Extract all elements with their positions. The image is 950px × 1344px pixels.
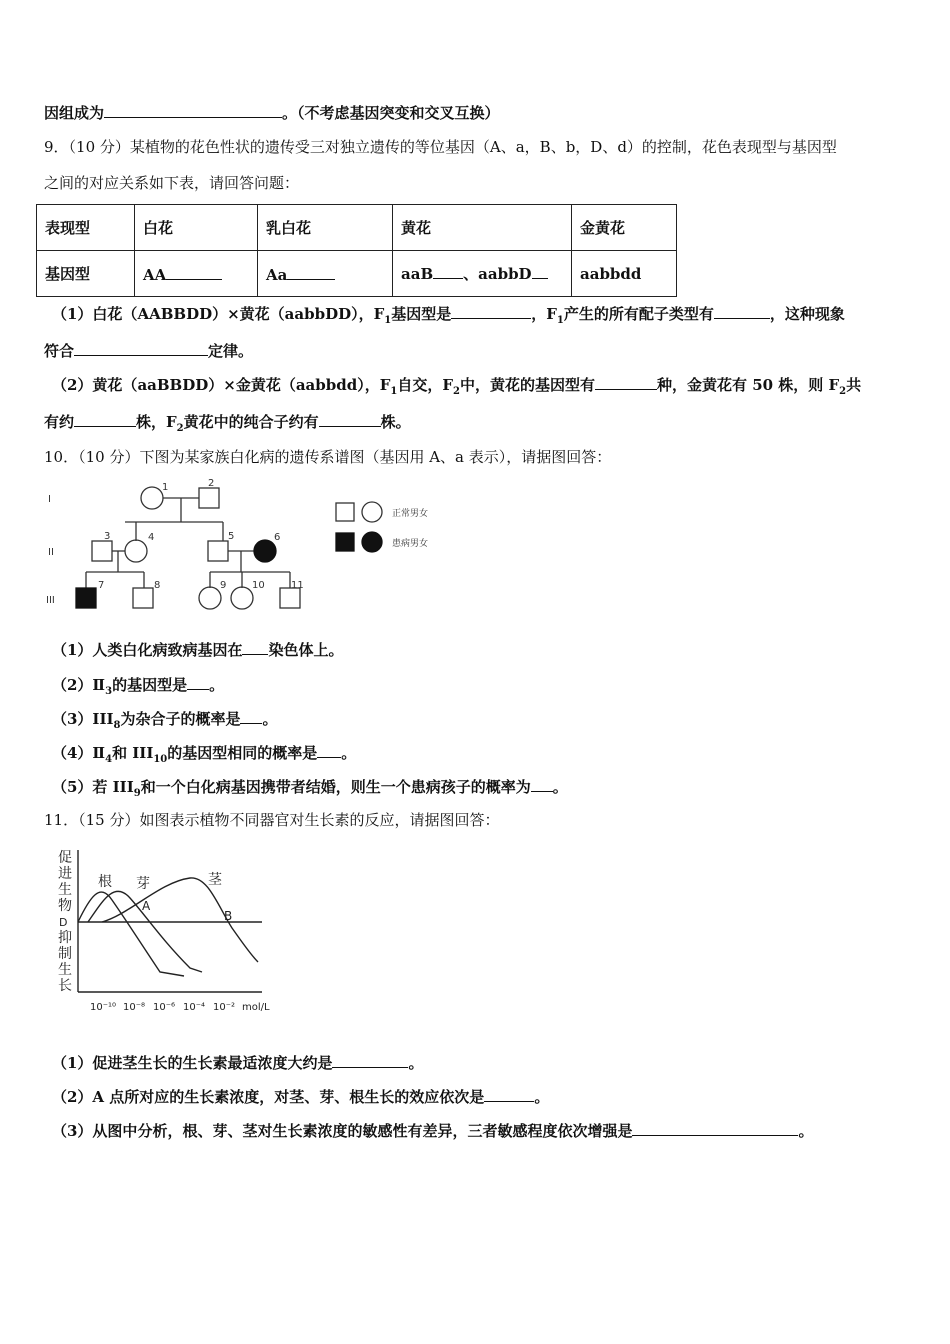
- q8-tail-line: [44, 102, 500, 123]
- q9-part1-line: [52, 303, 845, 324]
- y-label-char: 进: [58, 866, 72, 882]
- answer-blank[interactable]: [287, 264, 335, 280]
- q9-text: 种，金黄花有 50 株，则 F: [656, 376, 840, 394]
- answer-blank[interactable]: [531, 776, 553, 792]
- q9-part2-line: [52, 374, 861, 395]
- answer-blank[interactable]: [74, 340, 208, 356]
- subscript: 8: [113, 720, 121, 731]
- point-label-A: A: [142, 899, 151, 913]
- q10-text: 的基因型相同的概率是: [167, 744, 318, 762]
- q10-text: （4）Ⅱ: [52, 744, 106, 762]
- q10-text: 为杂合子的概率是: [120, 710, 241, 728]
- y-label-char: 生: [58, 882, 72, 898]
- q9-title-line1: [44, 137, 837, 157]
- x-tick-label: 10⁻⁴: [183, 1002, 206, 1013]
- pedigree-male-11: [280, 588, 300, 608]
- legend-label: 正常男女: [392, 509, 429, 519]
- genotype-table: [36, 204, 677, 297]
- pedigree-affected-female-6: [254, 540, 276, 562]
- x-tick-label: 10⁻¹⁰: [90, 1002, 117, 1013]
- q10-item3: [52, 708, 278, 729]
- pedigree-male-8: [133, 588, 153, 608]
- answer-blank[interactable]: [484, 1086, 534, 1102]
- individual-id: 10: [252, 580, 265, 591]
- q10-text: 。: [209, 676, 225, 694]
- q9-text: 9．（10 分）某植物的花色性状的遗传受三对独立遗传的等位基因（A、a，B、b，D、d）的控制，花色表现型与基因型: [44, 138, 837, 156]
- q11-text: 。: [534, 1088, 550, 1106]
- q9-title-line2: [44, 173, 299, 193]
- q10-text: （3）III: [52, 710, 114, 728]
- individual-id: 8: [154, 580, 161, 591]
- q9-text: 产生的所有配子类型有: [563, 305, 714, 323]
- x-unit-label: mol/L: [242, 1002, 270, 1013]
- answer-blank[interactable]: [532, 263, 548, 279]
- q9-text: 定律。: [208, 342, 254, 360]
- origin-label: D: [59, 916, 68, 929]
- individual-id: 6: [274, 532, 281, 543]
- q10-item2: [52, 674, 224, 695]
- y-label-char: 制: [58, 946, 72, 962]
- table-cell: 黄花: [393, 205, 572, 251]
- table-cell: 表现型: [37, 205, 135, 251]
- q10-text: （1）人类白化病致病基因在: [52, 641, 243, 659]
- y-label-char: 抑: [58, 930, 72, 946]
- q10-text: （2）Ⅱ: [52, 676, 106, 694]
- subscript: 9: [133, 788, 141, 799]
- table-cell: 乳白花: [258, 205, 393, 251]
- q10-text: 和 III: [112, 744, 154, 762]
- q10-text: 。: [262, 710, 278, 728]
- subscript: 1: [384, 315, 392, 326]
- q9-part1-line2: [44, 340, 253, 361]
- q9-text: 株。: [380, 413, 411, 431]
- q10-text: 的基因型是: [112, 676, 188, 694]
- answer-blank[interactable]: [632, 1120, 798, 1136]
- q9-text: 株，F: [136, 413, 177, 431]
- answer-blank[interactable]: [166, 264, 222, 280]
- curve-label-bud: 芽: [136, 876, 150, 892]
- q9-text: 黄花中的纯合子约有: [183, 413, 319, 431]
- generation-label: I: [48, 494, 51, 505]
- q11-text: （3）从图中分析，根、芽、茎对生长素浓度的敏感性有差异，三者敏感程度依次增强是: [52, 1122, 633, 1140]
- x-tick-label: 10⁻⁶: [153, 1002, 176, 1013]
- q9-text: 有约: [44, 413, 75, 431]
- q9-text: ，F: [531, 305, 557, 323]
- q10-item4: [52, 742, 356, 763]
- pedigree-male-2: [199, 488, 219, 508]
- subscript: 2: [176, 423, 184, 434]
- curve-root: [78, 892, 184, 976]
- table-row: [37, 251, 677, 297]
- q8-tail-text: 因组成为: [44, 104, 105, 122]
- separator: 、: [463, 265, 479, 283]
- q11-text: （1）促进茎生长的生长素最适浓度大约是: [52, 1054, 333, 1072]
- genotype-text: Aa: [266, 265, 288, 284]
- subscript: 4: [105, 754, 113, 765]
- table-cell: aabbdd: [572, 251, 677, 297]
- q9-text: 基因型是: [391, 305, 452, 323]
- q10-text: 10．（10 分）下图为某家族白化病的遗传系谱图（基因用 A、a 表示），请据图回答：: [44, 448, 612, 466]
- q9-text: 中，黄花的基因型有: [459, 376, 595, 394]
- q9-text: 符合: [44, 342, 75, 360]
- point-label-B: B: [224, 909, 233, 923]
- legend-normal-male: [336, 503, 354, 521]
- individual-id: 11: [291, 580, 304, 591]
- auxin-response-chart: [50, 842, 290, 1022]
- table-cell: 白花: [135, 205, 258, 251]
- subscript: 2: [452, 386, 460, 397]
- table-cell: [258, 251, 393, 297]
- legend-normal-female: [362, 502, 382, 522]
- q10-text: （5）若 III: [52, 778, 134, 796]
- pedigree-chart: [40, 476, 450, 616]
- pedigree-female-10: [231, 587, 253, 609]
- q11-text: 11．（15 分）如图表示植物不同器官对生长素的反应，请据图回答：: [44, 811, 500, 829]
- y-label-char: 促: [58, 850, 72, 866]
- legend-label: 患病男女: [392, 539, 429, 549]
- subscript: 1: [390, 386, 398, 397]
- y-label-char: 物: [58, 898, 72, 914]
- q11-item2: [52, 1086, 549, 1107]
- genotype-text: aabbD: [478, 265, 532, 283]
- curve-label-root: 根: [98, 874, 112, 890]
- q9-text: （1）白花（AABBDD）×黄花（aabbDD），F: [52, 305, 385, 323]
- answer-blank[interactable]: [187, 674, 209, 690]
- pedigree-male-5: [208, 541, 228, 561]
- q9-text: （2）黄花（aaBBDD）×金黄花（aabbdd），F: [52, 376, 391, 394]
- answer-blank[interactable]: [332, 1052, 408, 1068]
- pedigree-female-9: [199, 587, 221, 609]
- q11-item1: [52, 1052, 423, 1073]
- subscript: 1: [556, 315, 564, 326]
- q11-title-line: [44, 810, 499, 830]
- q10-item5: [52, 776, 568, 797]
- curve-label-stem: 茎: [208, 872, 222, 888]
- answer-blank[interactable]: [319, 411, 381, 427]
- q11-text: 。: [798, 1122, 814, 1140]
- x-tick-label: 10⁻²: [213, 1002, 236, 1013]
- q9-text: 之间的对应关系如下表，请回答问题：: [44, 174, 300, 192]
- q9-text: 共: [846, 376, 862, 394]
- q11-text: 。: [408, 1054, 424, 1072]
- subscript: 3: [105, 686, 113, 697]
- answer-blank[interactable]: [714, 303, 770, 319]
- q8-tail-suffix: 。（不考虑基因突变和交叉互换）: [282, 104, 500, 122]
- answer-blank[interactable]: [317, 742, 341, 758]
- answer-blank[interactable]: [242, 639, 268, 655]
- q10-text: 。: [341, 744, 357, 762]
- q11-text: （2）A 点所对应的生长素浓度，对茎、芽、根生长的效应依次是: [52, 1088, 485, 1106]
- q10-title-line: [44, 447, 611, 467]
- q10-text: 。: [552, 778, 568, 796]
- answer-blank[interactable]: [595, 374, 657, 390]
- pedigree-female-4: [125, 540, 147, 562]
- answer-blank[interactable]: [74, 411, 136, 427]
- answer-blank[interactable]: [433, 263, 463, 279]
- y-label-char: 长: [58, 978, 72, 994]
- individual-id: 2: [208, 478, 215, 489]
- individual-id: 4: [148, 532, 155, 543]
- subscript: 10: [153, 754, 168, 765]
- q9-text: 自交，F: [397, 376, 453, 394]
- individual-id: 1: [162, 482, 169, 493]
- y-label-char: 生: [58, 962, 72, 978]
- individual-id: 9: [220, 580, 227, 591]
- q10-text: 染色体上。: [268, 641, 344, 659]
- legend-affected-female: [362, 532, 382, 552]
- answer-blank[interactable]: [240, 708, 262, 724]
- table-cell: [135, 251, 258, 297]
- pedigree-male-3: [92, 541, 112, 561]
- generation-label: II: [48, 547, 54, 558]
- genotype-text: AA: [143, 265, 167, 284]
- pedigree-affected-male-7: [76, 588, 96, 608]
- subscript: 2: [839, 386, 847, 397]
- q10-text: 和一个白化病基因携带者结婚，则生一个患病孩子的概率为: [140, 778, 531, 796]
- x-tick-label: 10⁻⁸: [123, 1002, 146, 1013]
- q11-item3: [52, 1120, 813, 1141]
- individual-id: 3: [104, 531, 111, 542]
- individual-id: 5: [228, 531, 235, 542]
- generation-label: III: [46, 595, 55, 606]
- q9-text: ，这种现象: [769, 305, 845, 323]
- individual-id: 7: [98, 580, 105, 591]
- table-cell: 金黄花: [572, 205, 677, 251]
- q10-item1: [52, 639, 343, 660]
- table-cell: [393, 251, 572, 297]
- legend-affected-male: [336, 533, 354, 551]
- answer-blank[interactable]: [104, 102, 282, 118]
- q9-part2-line2: [44, 411, 411, 432]
- answer-blank[interactable]: [451, 303, 531, 319]
- table-cell: 基因型: [37, 251, 135, 297]
- table-header-row: [37, 205, 677, 251]
- pedigree-female-1: [141, 487, 163, 509]
- genotype-text: aaB: [401, 265, 434, 283]
